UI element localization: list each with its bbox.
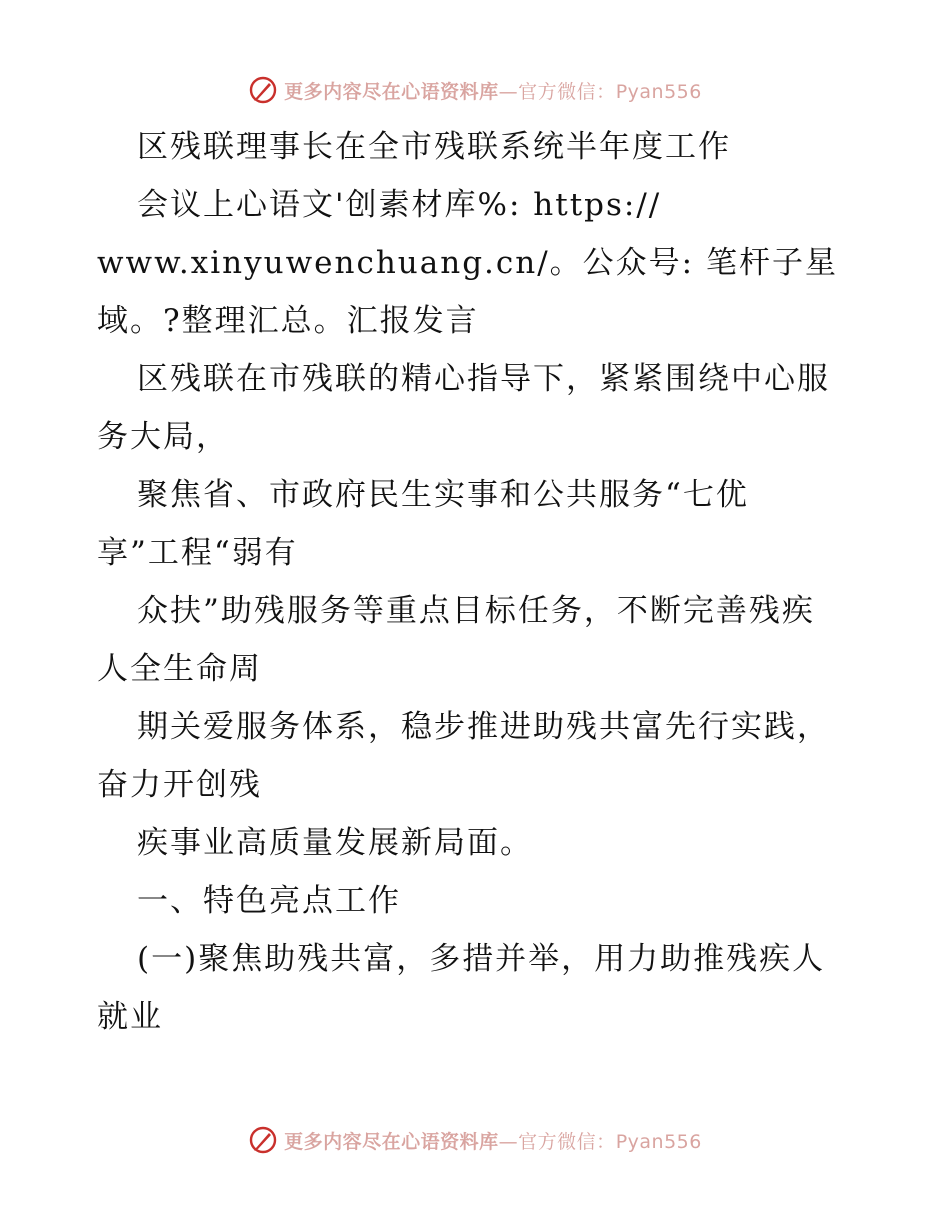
title-line-3: www.xinyuwenchuang.cn/。公众号: 笔杆子星 xyxy=(97,245,838,281)
paragraph-line: 奋力开创残 xyxy=(97,767,262,803)
paragraph-line: 人全生命周 xyxy=(97,651,262,687)
footer-watermark-text: 更多内容尽在心语资料库—官方微信：Pyan556 xyxy=(284,1130,702,1153)
paragraph-line: 聚焦省、市政府民生实事和公共服务“七优 xyxy=(137,477,749,513)
section-heading: 一、特色亮点工作 xyxy=(137,883,401,919)
footer-watermark-banner xyxy=(0,1120,950,1160)
paragraph-line: 疾事业高质量发展新局面。 xyxy=(137,825,533,861)
subsection-heading-continued: 就业 xyxy=(97,999,163,1035)
paragraph-line: 务大局， xyxy=(97,419,229,455)
quill-pen-logo-icon xyxy=(248,1125,278,1155)
title-line-2: 会议上心语文'创素材库%: https:// xyxy=(137,187,662,223)
header-watermark-banner xyxy=(0,70,950,110)
paragraph-line: 区残联在市残联的精心指导下，紧紧围绕中心服 xyxy=(137,361,830,397)
title-line-4: 域。?整理汇总。汇报发言 xyxy=(97,303,479,339)
paragraph-line: 期关爱服务体系，稳步推进助残共富先行实践， xyxy=(137,709,830,745)
title-line-1: 区残联理事长在全市残联系统半年度工作 xyxy=(137,129,731,165)
paragraph-line: 众扶”助残服务等重点目标任务，不断完善残疾 xyxy=(137,593,815,629)
paragraph-line: 享”工程“弱有 xyxy=(97,535,298,571)
header-watermark-text: 更多内容尽在心语资料库—官方微信：Pyan556 xyxy=(284,80,702,103)
document-body xyxy=(97,118,887,1046)
quill-pen-logo-icon xyxy=(248,75,278,105)
subsection-heading: (一)聚焦助残共富，多措并举，用力助推残疾人 xyxy=(137,941,826,977)
